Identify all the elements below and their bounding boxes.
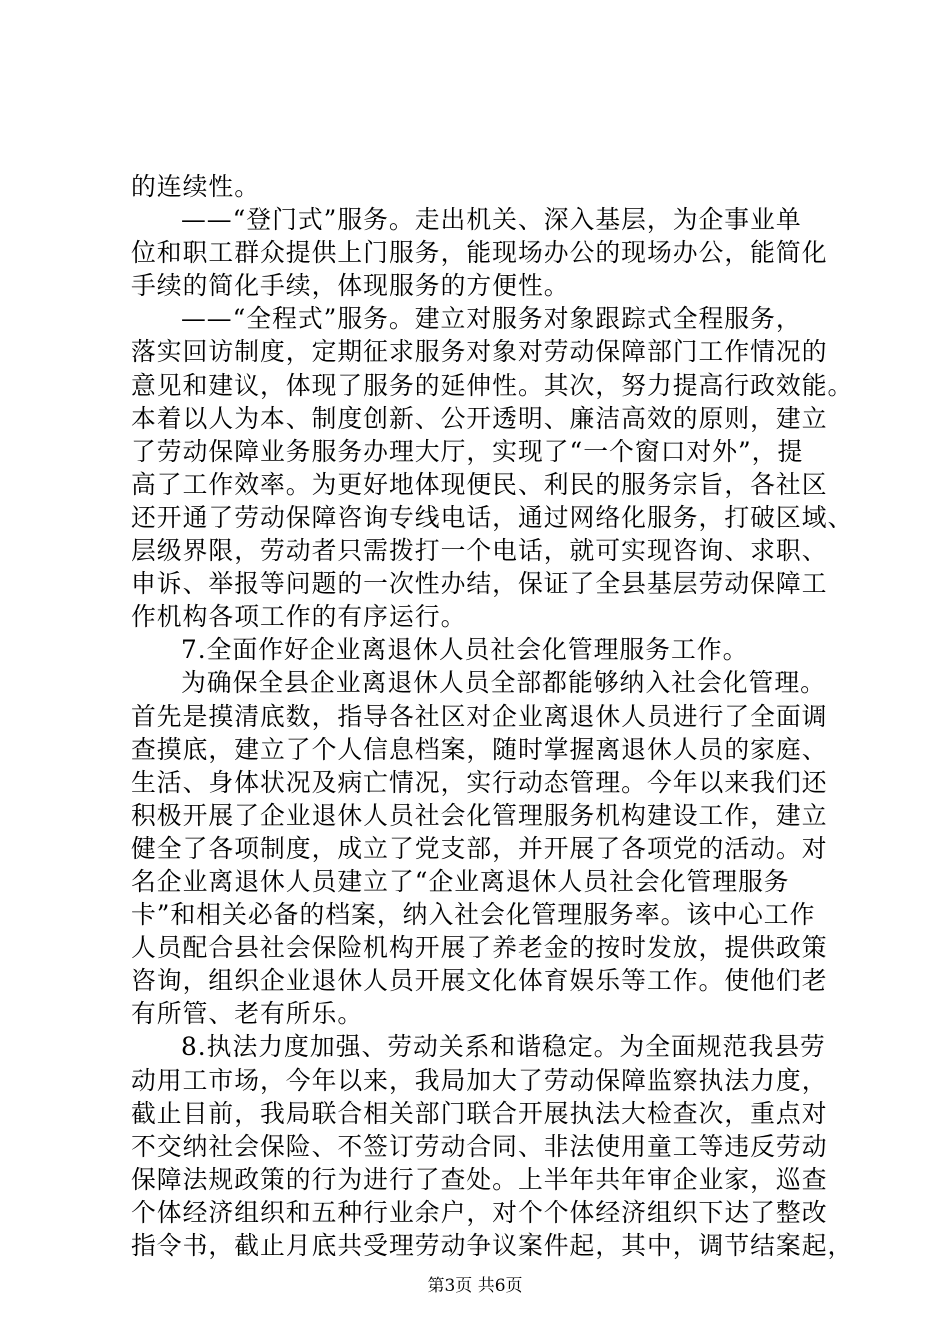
text-line: ——“登门式”服务。走出机关、深入基层，为企事业单 [181, 205, 802, 235]
text-line: 指令书，截止月底共受理劳动争议案件起，其中，调节结案起， [131, 1231, 854, 1260]
text-line: 层级界限，劳动者只需拨打一个电话，就可实现咨询、求职、 [131, 536, 828, 566]
text-line: 首先是摸清底数，指导各社区对企业离退休人员进行了全面调 [131, 701, 828, 731]
text-line: 作机构各项工作的有序运行。 [131, 602, 467, 632]
text-line: 查摸底，建立了个人信息档案，随时掌握离退休人员的家庭、 [131, 734, 828, 764]
text-line: 了劳动保障业务服务办理大厅，实现了“一个窗口对外”，提 [131, 436, 804, 466]
text-line: 名企业离退休人员建立了“企业离退休人员社会化管理服务 [131, 866, 790, 896]
text-line: 的连续性。 [131, 172, 260, 201]
page-number-footer: 第3页 共6页 [427, 1276, 523, 1296]
text-line: 健全了各项制度，成立了党支部，并开展了各项党的活动。对 [131, 833, 828, 863]
text-line: 申诉、举报等问题的一次性办结，保证了全县基层劳动保障工 [131, 569, 828, 599]
text-line: 落实回访制度，定期征求服务对象对劳动保障部门工作情况的 [131, 337, 828, 367]
text-line: 积极开展了企业退休人员社会化管理服务机构建设工作，建立 [131, 800, 828, 830]
text-line: 人员配合县社会保险机构开展了养老金的按时发放，提供政策 [131, 933, 828, 963]
text-line: 咨询，组织企业退休人员开展文化体育娱乐等工作。使他们老 [131, 966, 828, 996]
text-line: 动用工市场，今年以来，我局加大了劳动保障监察执法力度， [131, 1065, 828, 1095]
body-text [131, 170, 854, 1262]
section-heading: 8.执法力度加强、劳动关系和谐稳定。为全面规范我县劳 [181, 1032, 826, 1062]
text-line: 手续的简化手续，体现服务的方便性。 [131, 271, 570, 301]
text-line: 个体经济组织和五种行业余户，对个个体经济组织下达了整改 [131, 1197, 828, 1227]
text-line: 位和职工群众提供上门服务，能现场办公的现场办公，能简化 [131, 238, 828, 268]
text-line: 本着以人为本、制度创新、公开透明、廉洁高效的原则，建立 [131, 403, 828, 433]
text-line: 还开通了劳动保障咨询专线电话，通过网络化服务，打破区域、 [131, 502, 854, 532]
section-heading: 7.全面作好企业离退休人员社会化管理服务工作。 [181, 635, 749, 665]
text-line: 高了工作效率。为更好地体现便民、利民的服务宗旨，各社区 [131, 469, 828, 499]
text-line: 意见和建议，体现了服务的延伸性。其次，努力提高行政效能。 [131, 370, 854, 400]
text-line: 卡”和相关必备的档案，纳入社会化管理服务率。该中心工作 [131, 900, 816, 930]
text-line: 生活、身体状况及病亡情况，实行动态管理。今年以来我们还 [131, 767, 828, 797]
text-line: 有所管、老有所乐。 [131, 999, 364, 1029]
text-line: 截止目前，我局联合相关部门联合开展执法大检查次，重点对 [131, 1098, 828, 1128]
text-line: 不交纳社会保险、不签订劳动合同、非法使用童工等违反劳动 [131, 1131, 828, 1161]
text-line: 为确保全县企业离退休人员全部都能够纳入社会化管理。 [181, 668, 826, 698]
text-line: ——“全程式”服务。建立对服务对象跟踪式全程服务， [181, 304, 802, 334]
text-line: 保障法规政策的行为进行了查处。上半年共年审企业家，巡查 [131, 1164, 828, 1194]
